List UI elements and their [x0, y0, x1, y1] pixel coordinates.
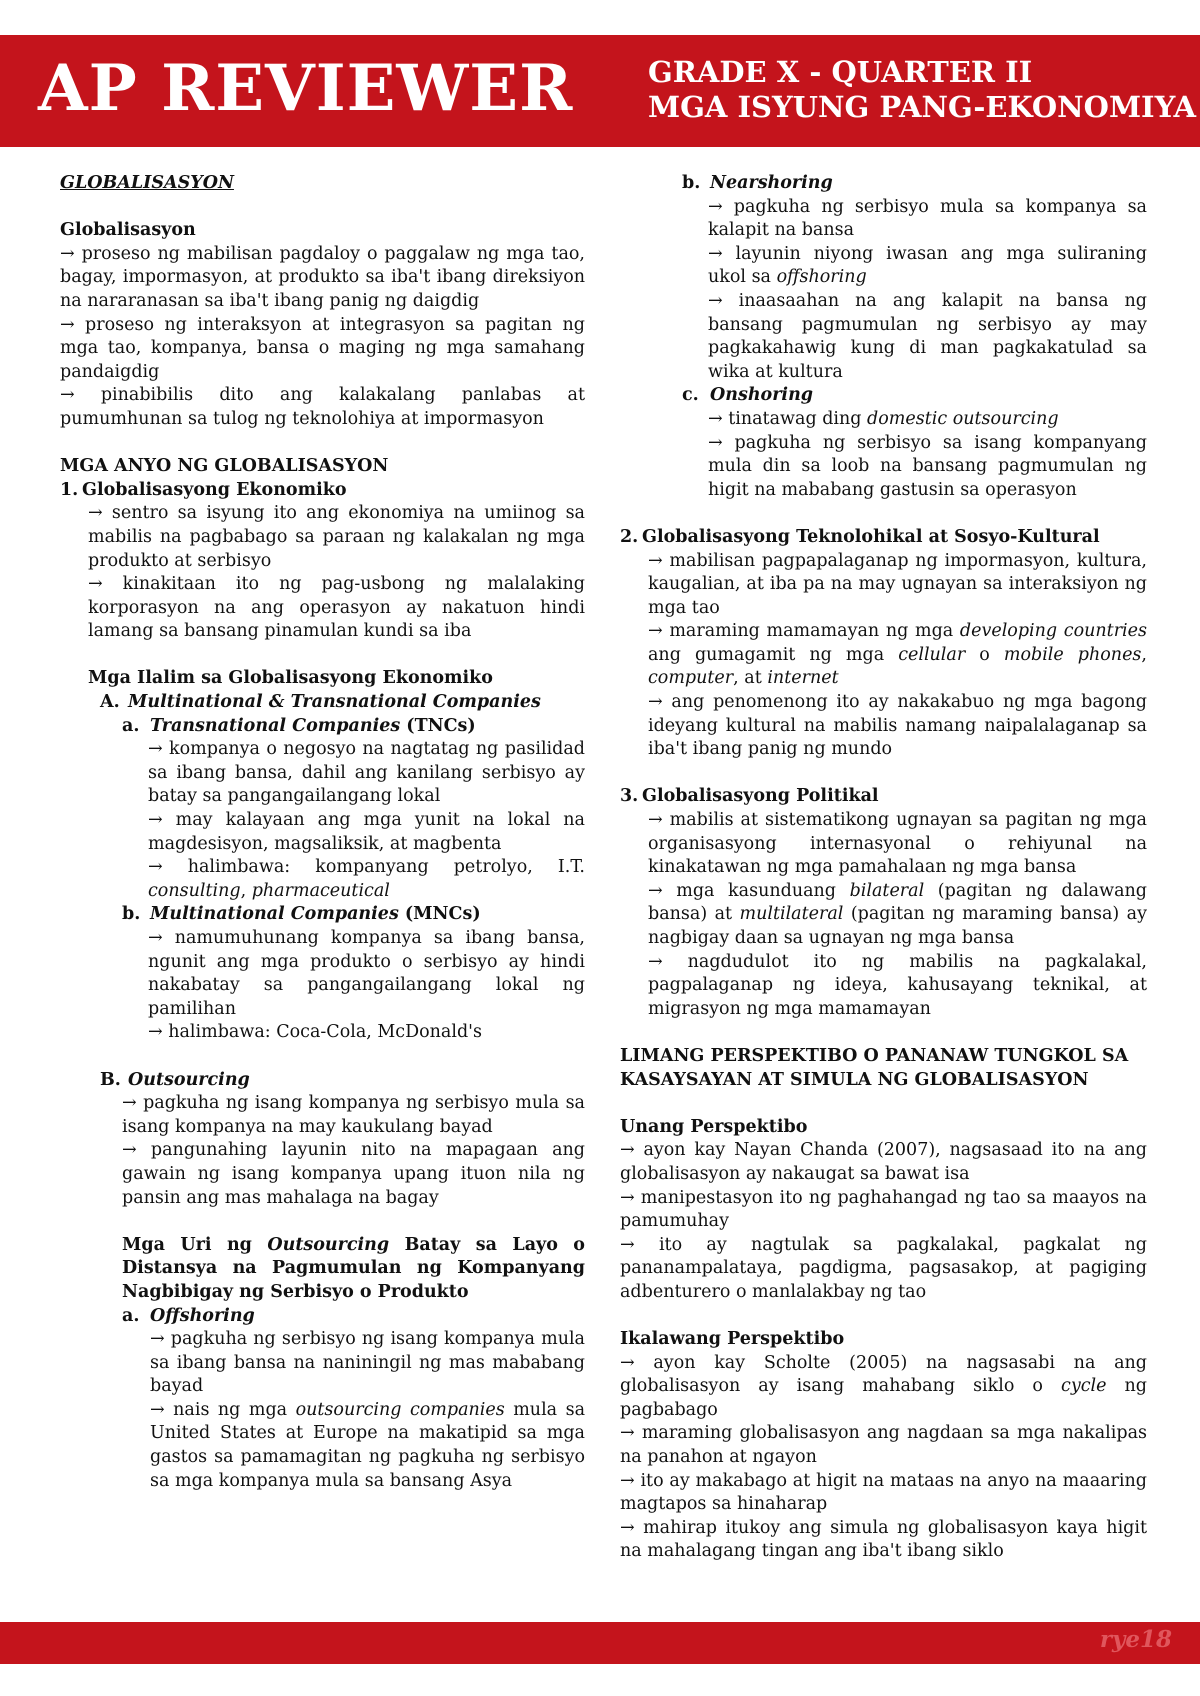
globalisasyon-bullet: → proseso ng mabilisan pagdaloy o paggalaw ng mga tao, bagay, impormasyon, at produkto sa iba't ibang direksiyon na nararanasan sa iba't ibang panig ng daigdig [60, 243, 585, 311]
header-subtitle [648, 55, 1196, 125]
unang-bullet: → ito ay nagtulak sa pagkalakal, pagkalat ng pananampalataya, pagdigma, pagsasakop, at pagiging adbenturero o manlalakbay ng tao [620, 1234, 1147, 1302]
ikalawa-bullet: → maraming globalisasyon ang nagdaan sa mga nakalipas na panahon at ngayon [620, 1423, 1147, 1468]
ekonomiko-bullet: → sentro sa isyung ito ang ekonomiya na umiinog sa mabilis na pagbabago sa paraan ng kalakalan ng mga produkto at serbisyo [88, 503, 585, 571]
teknolohikal-bullet: → mabilisan pagpapalaganap ng impormasyon, kultura, kaugalian, at iba pa na may ugnayan sa interaksiyon ng mga tao [648, 550, 1147, 618]
mnc-bullet: → halimbawa: Coca-Cola, McDonald's [148, 1022, 482, 1043]
unang-bullet: → manipestasyon ito ng paghahangad ng tao sa maayos na pamumuhay [620, 1187, 1147, 1232]
header-banner [0, 35, 1200, 147]
reviewer-title: AP REVIEWER [38, 51, 574, 126]
footer-banner [0, 1622, 1200, 1664]
anyo-heading: MGA ANYO NG GLOBALISASYON [60, 456, 389, 477]
tnc-bullet: → halimbawa: kompanyang petrolyo, I.T. consulting, pharmaceutical [148, 857, 585, 901]
politikal-bullet: → mga kasunduang bilateral (pagitan ng dalawang bansa) at multilateral (pagitan ng maraming bansa) ay nagbigay daan sa ugnayan ng mga bansa [648, 880, 1147, 948]
teknolohikal-bullet: → maraming mamamayan ng mga developing countries ang gumagamit ng mga cellular o mobile phones, computer, at internet [648, 621, 1147, 689]
tnc-bullet: → kompanya o negosyo na nagtatag ng pasilidad sa ibang bansa, dahil ang kanilang serbisyo ay batay sa pangangailangang lokal [148, 739, 585, 807]
nearshoring-bullet: → inaasaahan na ang kalapit na bansa ng bansang pagmumulan ng serbisyo ay may pagkakahawig kung di man pagkakatulad sa wika at kultura [708, 290, 1147, 382]
ikalawa-heading: Ikalawang Perspektibo [620, 1329, 845, 1350]
mnc-title: b. Multinational Companies (MNCs) [122, 904, 481, 925]
nearshoring-title: b. Nearshoring [682, 173, 833, 193]
globalisasyon-heading: Globalisasyon [60, 220, 196, 241]
author-mark: rye18 [1099, 1626, 1172, 1653]
teknolohikal-title: 2. Globalisasyong Teknolohikal at Sosyo-Kultural [620, 526, 1100, 547]
grade-quarter-label: GRADE X - QUARTER II [648, 55, 1033, 89]
ekonomiko-title: 1. Globalisasyong Ekonomiko [60, 479, 347, 500]
nearshoring-bullet: → pagkuha ng serbisyo mula sa kompanya sa kalapit na bansa [708, 196, 1147, 241]
nearshoring-bullet: → layunin niyong iwasan ang mga suliraning ukol sa offshoring [708, 243, 1147, 288]
tnc-title: a. Transnational Companies (TNCs) [122, 715, 476, 736]
offshoring-bullet: → nais ng mga outsourcing companies mula sa United States at Europe na makatipid sa mga gastos sa pamamagitan ng pagkuha ng serbisyo sa mga kompanya mula sa bansang Asya [150, 1399, 585, 1491]
ikalawa-bullet: → ayon kay Scholte (2005) na nagsasabi na ang globalisasyon ay isang mahabang siklo o cycle ng pagbabago [620, 1352, 1148, 1420]
globalisasyon-bullet: → pinabibilis dito ang kalakalang panlabas at pumumhunan sa tulog ng teknolohiya at impormasyon [60, 385, 585, 429]
topic-label: MGA ISYUNG PANG-EKONOMIYA [648, 90, 1196, 124]
ekonomiko-bullet: → kinakitaan ito ng pag-usbong ng malalaking korporasyon na ang operasyon ay nakatuon hindi lamang sa bansang pinamulan kundi sa iba [88, 574, 585, 642]
teknolohikal-bullet: → ang penomenong ito ay nakakabuo ng mga bagong ideyang kultural na mabilis namang naipalalaganap sa iba't ibang panig ng mundo [648, 692, 1147, 760]
unang-heading: Unang Perspektibo [620, 1116, 808, 1137]
tnc-bullet: → may kalayaan ang mga yunit na lokal na magdesisyon, magsaliksik, at magbenta [148, 810, 585, 854]
ilalim-heading: Mga Ilalim sa Globalisasyong Ekonomiko [88, 668, 493, 689]
globalisasyon-bullet: → proseso ng interaksyon at integrasyon sa pagitan ng mga tao, kompanya, bansa o maging ng mga samahang pandaigdig [60, 314, 585, 382]
section-title: GLOBALISASYON [60, 173, 234, 193]
mnc-bullet: → namumuhunang kompanya sa ibang bansa, ngunit ang mga produkto o serbisyo ay hindi nakabatay sa pangangailangang lokal ng pamilihan [148, 928, 585, 1019]
subsection-a-title: A. Multinational & Transnational Companies [100, 692, 541, 713]
offshoring-bullet: → pagkuha ng serbisyo ng isang kompanya mula sa ibang bansa na naniningil ng mas mababang bayad [150, 1329, 585, 1397]
subsection-b-title: B. Outsourcing [100, 1069, 250, 1090]
onshoring-bullet: → pagkuha ng serbisyo sa isang kompanyang mula din sa loob na bansang pagmumulan ng higit na mababang gastusin sa operasyon [708, 432, 1147, 500]
ikalawa-bullet: → ito ay makabago at higit na mataas na anyo na maaaring magtapos sa hinaharap [620, 1470, 1147, 1515]
unang-bullet: → ayon kay Nayan Chanda (2007), nagsasaad ito na ang globalisasyon ay nakaugat sa bawat isa [620, 1140, 1147, 1184]
offshoring-title: a. Offshoring [122, 1305, 255, 1326]
outsourcing-bullet: → pagkuha ng isang kompanya ng serbisyo mula sa isang kompanya na may kaukulang bayad [122, 1093, 585, 1137]
left-column [60, 172, 585, 1493]
outsourcing-bullet: → pangunahing layunin nito na mapagaan ang gawain ng isang kompanya upang ituon nila ng pansin ang mas mahalaga na bagay [122, 1140, 585, 1208]
right-column [620, 172, 1147, 1564]
onshoring-bullet: → tinatawag ding domestic outsourcing [708, 408, 1059, 429]
uri-heading: Mga Uri ng Outsourcing Batay sa Layo o Distansya na Pagmumulan ng Kompanyang Nagbibigay ng Serbisyo o Produkto [122, 1234, 585, 1302]
politikal-bullet: → mabilis at sistematikong ugnayan sa pagitan ng mga organisasyong internasyonal o rehiyunal na kinakatawan ng mga pamahalaan ng mga bansa [648, 810, 1147, 878]
onshoring-title: c. Onshoring [682, 385, 814, 406]
politikal-title: 3. Globalisasyong Politikal [620, 786, 879, 807]
politikal-bullet: → nagdudulot ito ng mabilis na pagkalakal, pagpalaganap ng ideya, kahusayang teknikal, at migrasyon ng mga mamamayan [648, 951, 1147, 1019]
ikalawa-bullet: → mahirap itukoy ang simula ng globalisasyon kaya higit na mahalagang tingan ang iba't ibang siklo [620, 1517, 1147, 1562]
lima-heading: LIMANG PERSPEKTIBO O PANANAW TUNGKOL SA KASAYSAYAN AT SIMULA NG GLOBALISASYON [620, 1045, 1129, 1090]
